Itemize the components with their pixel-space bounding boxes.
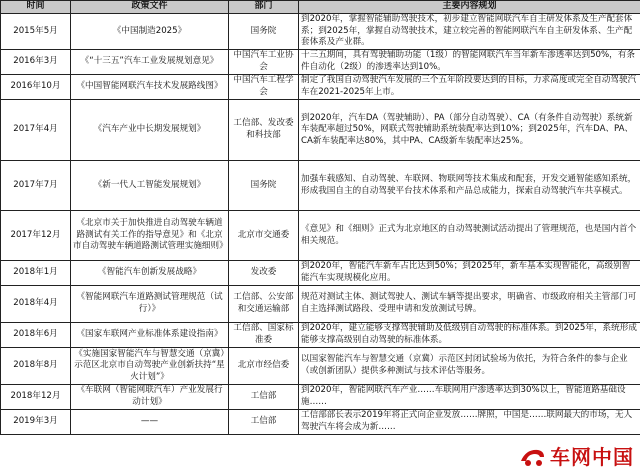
cell-time: 2018年4月 bbox=[1, 286, 71, 323]
table-row bbox=[1, 286, 640, 323]
cell-policy: 《汽车产业中长期发展规划》 bbox=[71, 100, 229, 161]
cell-policy: 《国家车联网产业标准体系建设指南》 bbox=[71, 323, 229, 348]
table-row bbox=[1, 348, 640, 385]
table-row bbox=[1, 261, 640, 286]
table-row bbox=[1, 75, 640, 100]
cell-content: 制定了我国自动驾驶汽车发展的三个五年阶段要达到的目标，力求高度或完全自动驾驶汽车在2021-2025年上市。 bbox=[299, 75, 640, 100]
cell-dept: 工信部 bbox=[229, 385, 299, 410]
cell-content: 到2020年，智能网联汽车产业……车联网用户渗透率达到30%以上，智能道路基础设施…… bbox=[299, 385, 640, 410]
cell-policy: 《智能网联汽车道路测试管理规范（试行）》 bbox=[71, 286, 229, 323]
cell-time: 2018年1月 bbox=[1, 261, 71, 286]
cell-time: 2017年7月 bbox=[1, 161, 71, 211]
cell-dept: 北京市交通委 bbox=[229, 211, 299, 261]
cell-dept: 中国汽车工程学会 bbox=[229, 75, 299, 100]
cell-content: 规范对测试主体、测试驾驶人、测试车辆等提出要求，明确省、市级政府相关主管部门可自主选择测试路段、受理申请和发放测试号牌。 bbox=[299, 286, 640, 323]
header-time: 时间 bbox=[1, 1, 71, 14]
cell-dept: 工信部、国家标准委 bbox=[229, 323, 299, 348]
cell-content: 以国家智能汽车与智慧交通（京冀）示范区封闭试验场为依托，为符合条件的参与企业（或创新团队）提供多种测试与技术评估等服务。 bbox=[299, 348, 640, 385]
table-row bbox=[1, 50, 640, 75]
cell-dept: 国务院 bbox=[229, 161, 299, 211]
cell-policy: 《“十三五”汽车工业发展规划意见》 bbox=[71, 50, 229, 75]
cell-policy: 《北京市关于加快推进自动驾驶车辆道路测试有关工作的指导意见》和《北京市自动驾驶车辆道路测试管理实施细则》 bbox=[71, 211, 229, 261]
cell-policy: 《中国制造2025》 bbox=[71, 14, 229, 50]
cell-time: 2017年4月 bbox=[1, 100, 71, 161]
cell-dept: 国务院 bbox=[229, 14, 299, 50]
header-policy: 政策文件 bbox=[71, 1, 229, 14]
cell-time: 2017年12月 bbox=[1, 211, 71, 261]
cell-policy: 《中国智能网联汽车技术发展路线图》 bbox=[71, 75, 229, 100]
watermark bbox=[518, 441, 634, 470]
cell-time: 2018年12月 bbox=[1, 385, 71, 410]
cell-content: 到2020年，掌握智能辅助驾驶技术，初步建立智能网联汽车自主研发体系及生产配套体系；到2025年，掌握自动驾驶技术，建立较完善的智能网联汽车自主研发体系、生产配套体系及产业群。 bbox=[299, 14, 640, 50]
table-header-row bbox=[1, 1, 640, 14]
table-row bbox=[1, 211, 640, 261]
table-row bbox=[1, 14, 640, 50]
table-row bbox=[1, 323, 640, 348]
cell-time: 2018年6月 bbox=[1, 323, 71, 348]
cell-time: 2016年10月 bbox=[1, 75, 71, 100]
cell-content: 到2020年，汽车DA（驾驶辅助）、PA（部分自动驾驶）、CA（有条件自动驾驶）系统新车装配率超过50%，网联式驾驶辅助系统装配率达到10%；到2025年，汽车DA、PA、CA新车装配率达80%，其中PA、CA级新车装配率达25%。 bbox=[299, 100, 640, 161]
cell-content: 十三五期间，具有驾驶辅助功能（1级）的智能网联汽车当年新车渗透率达到50%，有条件自动化（2级）的渗透率达到10%。 bbox=[299, 50, 640, 75]
cell-dept: 工信部、发改委和科技部 bbox=[229, 100, 299, 161]
cell-content: 到2020年，建立能够支撑驾驶辅助及低级别自动驾驶的标准体系。到2025年，系统形成能够支撑高级别自动驾驶的标准体系。 bbox=[299, 323, 640, 348]
cell-policy: —— bbox=[71, 410, 229, 435]
cell-content: 工信部部长表示2019年将正式向企业发放……牌照，中国是……联网最大的市场，无人驾驶汽车将会成为新…… bbox=[299, 410, 640, 435]
cell-policy: 《智能汽车创新发展战略》 bbox=[71, 261, 229, 286]
watermark-text: 车网中国 bbox=[550, 445, 634, 469]
cell-dept: 中国汽车工业协会 bbox=[229, 50, 299, 75]
cell-time: 2015年5月 bbox=[1, 14, 71, 50]
cell-dept: 工信部、公安部和交通运输部 bbox=[229, 286, 299, 323]
cell-content: 加强车载感知、自动驾驶、车联网、物联网等技术集成和配套，开发交通智能感知系统，形成我国自主的自动驾驶平台技术体系和产品总成能力，探索自动驾驶汽车共享模式。 bbox=[299, 161, 640, 211]
cell-dept: 发改委 bbox=[229, 261, 299, 286]
cell-dept: 北京市经信委 bbox=[229, 348, 299, 385]
cell-dept: 工信部 bbox=[229, 410, 299, 435]
cell-policy: 《车联网（智能网联汽车）产业发展行动计划》 bbox=[71, 385, 229, 410]
car-network-logo-icon bbox=[518, 445, 546, 467]
cell-content: 《意见》和《细则》正式为北京地区的自动驾驶测试活动提出了管理规范，也是国内首个相关规范。 bbox=[299, 211, 640, 261]
header-dept: 部门 bbox=[229, 1, 299, 14]
cell-time: 2018年8月 bbox=[1, 348, 71, 385]
cell-content: 到2020年，智能汽车新车占比达到50%；到2025年，新车基本实现智能化，高级别智能汽车实现规模化应用。 bbox=[299, 261, 640, 286]
table-row bbox=[1, 410, 640, 435]
cell-policy: 《新一代人工智能发展规划》 bbox=[71, 161, 229, 211]
header-content: 主要内容规划 bbox=[299, 1, 640, 14]
cell-policy: 《实施国家智能汽车与智慧交通（京冀）示范区北京市自动驾驶产业创新扶持“星火计划”》 bbox=[71, 348, 229, 385]
table-row bbox=[1, 100, 640, 161]
cell-time: 2016年3月 bbox=[1, 50, 71, 75]
table-row bbox=[1, 161, 640, 211]
table-row bbox=[1, 385, 640, 410]
cell-time: 2019年3月 bbox=[1, 410, 71, 435]
